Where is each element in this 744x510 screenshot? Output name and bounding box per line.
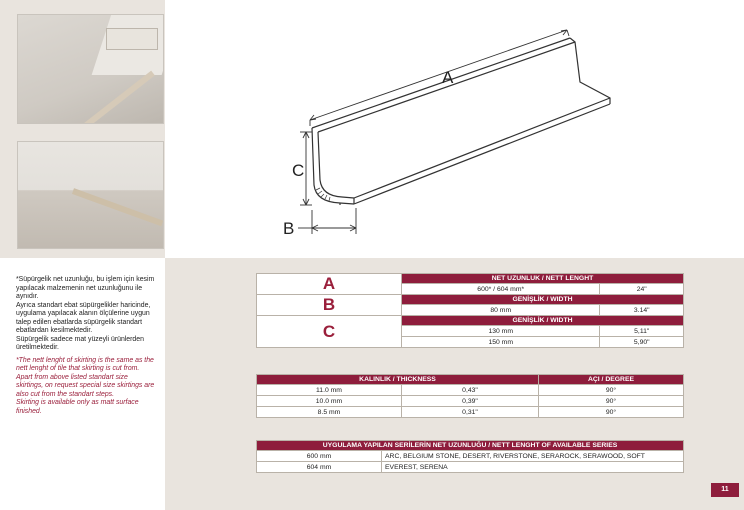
note-en-2: Apart from above listed standart size skirtings, on request special size skirtings are also cut from the standart steps. (16, 373, 155, 398)
dim-c-mm-1: 130 mm (402, 326, 600, 337)
dim-c-mm-2: 150 mm (402, 337, 600, 348)
dim-b-mm: 80 mm (402, 305, 600, 316)
dim-a-mm: 600* / 604 mm* (402, 284, 600, 295)
series-names: ARC, BELGIUM STONE, DESERT, RIVERSTONE, SERAROCK, SERAWOOD, SOFT (382, 451, 684, 462)
series-length: 600 mm (257, 451, 382, 462)
thickness-mm: 8.5 mm (257, 407, 402, 418)
angle-header: AÇI / DEGREE (539, 375, 684, 385)
dimensions-table (256, 273, 684, 348)
table-row (257, 385, 684, 396)
note-en-1: *The nett lenght of skirting is the same as the nett lenght of tile that skirting is cut from. (16, 356, 154, 372)
dim-c-in-2: 5,90" (600, 337, 684, 348)
dim-c-label: C (257, 316, 402, 348)
series-names: EVEREST, SERENA (382, 462, 684, 473)
dim-a-label: A (257, 274, 402, 295)
table-row (257, 451, 684, 462)
thickness-in: 0,31" (402, 407, 539, 418)
dim-b-header: GENİŞLİK / WIDTH (402, 295, 684, 305)
note-tr-2: Ayrıca standart ebat süpürgelikler haricinde, uygulama yapılacak alanın ölçülerine uygun talep edilen ebatlarda süpürgelik standart ebatlardan kesilmektedir. (16, 301, 151, 334)
dim-c-in-1: 5,11" (600, 326, 684, 337)
dim-b-in: 3.14" (600, 305, 684, 316)
series-length: 604 mm (257, 462, 382, 473)
note-tr-1: *Süpürgelik net uzunluğu, bu işlem için kesim yapılacak malzemenin net uzunluğunu ile aynıdır. (16, 276, 155, 300)
thickness-in: 0,39" (402, 396, 539, 407)
thickness-mm: 10.0 mm (257, 396, 402, 407)
notes (16, 276, 156, 416)
thickness-header: KALINLIK / THICKNESS (257, 375, 539, 385)
page-number: 11 (711, 483, 739, 497)
skirting-photo-bottom (17, 141, 164, 249)
skirting-profile-diagram (270, 20, 630, 245)
dimension-b-label: B (283, 219, 295, 238)
detail-inset (106, 28, 158, 50)
dim-c-header: GENİŞLİK / WIDTH (402, 316, 684, 326)
note-en-3: Skirting is available only as matt surface finished. (16, 399, 139, 415)
dim-b-label: B (257, 295, 402, 316)
dim-a-in: 24" (600, 284, 684, 295)
angle-value: 90° (539, 396, 684, 407)
dim-a-header: NET UZUNLUK / NETT LENGHT (402, 274, 684, 284)
series-table (256, 440, 684, 473)
thickness-table (256, 374, 684, 418)
skirting-photo-top (17, 14, 164, 124)
table-row (257, 462, 684, 473)
table-row (257, 407, 684, 418)
angle-value: 90° (539, 407, 684, 418)
angle-value: 90° (539, 385, 684, 396)
table-row (257, 396, 684, 407)
dimension-a-label: A (442, 68, 454, 87)
dimension-c-label: C (292, 161, 305, 180)
thickness-in: 0,43" (402, 385, 539, 396)
note-tr-3: Süpürgelik sadece mat yüzeyli ürünlerden üretilmektedir. (16, 335, 144, 351)
series-header: UYGULAMA YAPILAN SERİLERİN NET UZUNLUĞU / NETT LENGHT OF AVAILABLE SERIES (257, 441, 684, 451)
thickness-mm: 11.0 mm (257, 385, 402, 396)
